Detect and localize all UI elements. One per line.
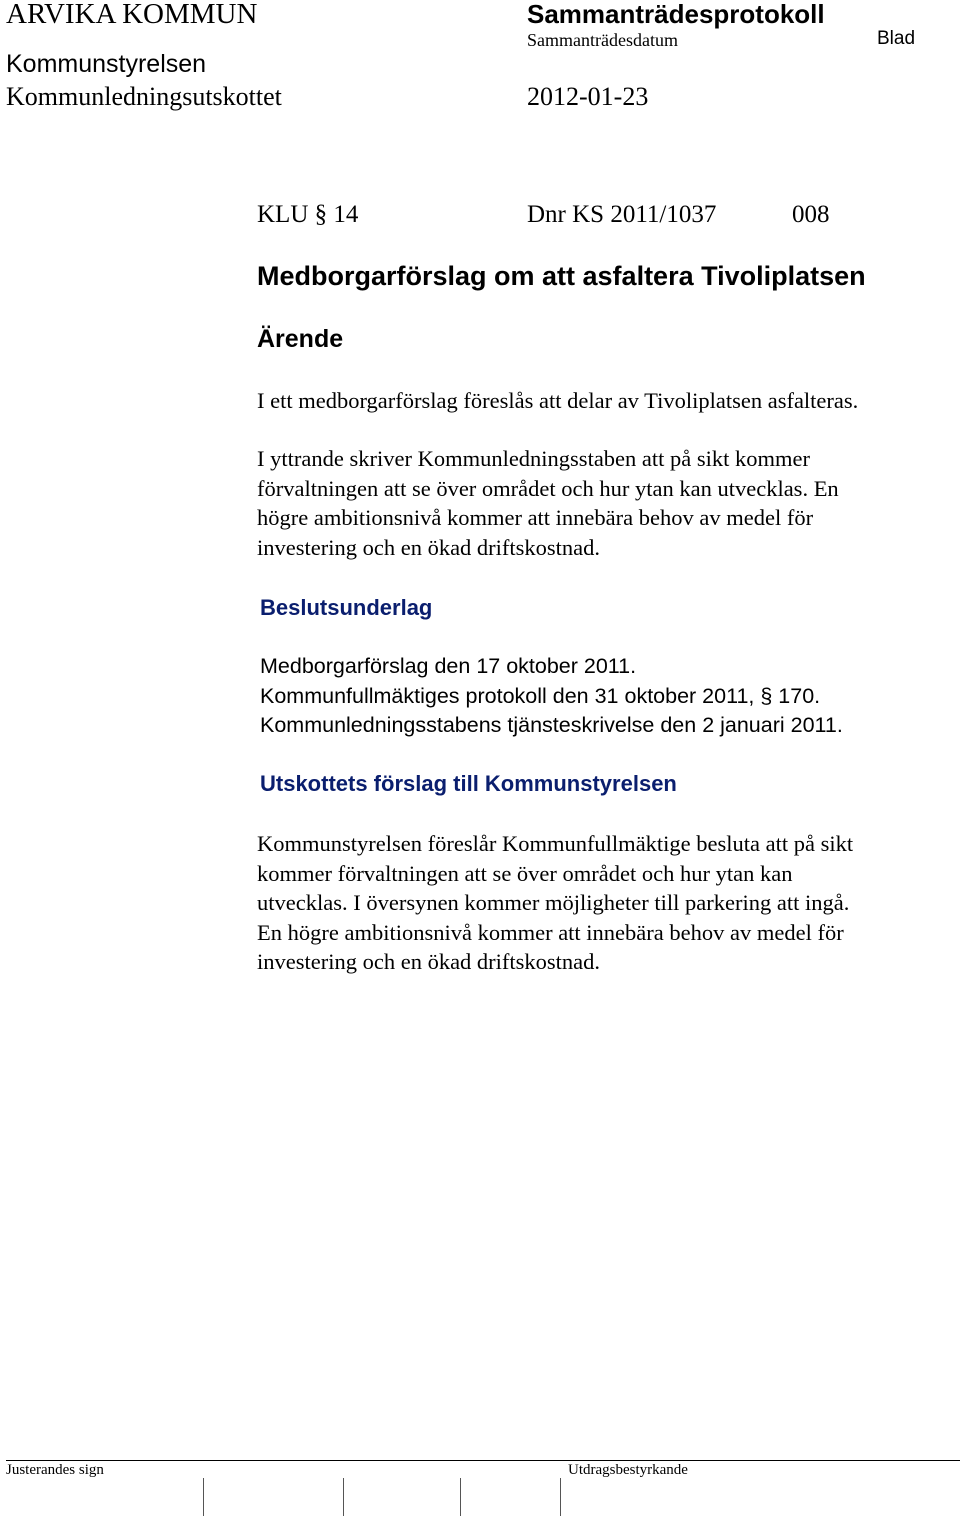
case-code: 008 <box>792 201 830 228</box>
page-label: Blad <box>877 28 916 49</box>
list-item: Medborgarförslag den 17 oktober 2011. <box>260 654 637 678</box>
case-paragraph-number: KLU § 14 <box>257 201 359 228</box>
decision-basis-list <box>260 652 843 741</box>
section-heading-committee-proposal: Utskottets förslag till Kommunstyrelsen <box>260 771 677 796</box>
signature-box-divider <box>203 1478 204 1516</box>
text-line: investering och en ökad driftskostnad. <box>257 949 601 974</box>
signature-box-divider <box>343 1478 344 1516</box>
document-type: Sammanträdesprotokoll <box>527 0 825 29</box>
meeting-date: 2012-01-23 <box>527 82 649 111</box>
list-item: Kommunledningsstabens tjänsteskrivelse den 2 januari 2011. <box>260 713 843 737</box>
committee-name: Kommunledningsutskottet <box>6 82 282 111</box>
section-heading-arende: Ärende <box>257 325 344 353</box>
arende-paragraph-2 <box>257 444 839 562</box>
footer-certification-label: Utdragsbestyrkande <box>568 1462 688 1478</box>
footer-signature-label: Justerandes sign <box>6 1462 104 1478</box>
signature-box-divider <box>460 1478 461 1516</box>
footer-divider <box>6 1460 960 1461</box>
case-diary-number: Dnr KS 2011/1037 <box>527 201 717 228</box>
board-name: Kommunstyrelsen <box>6 50 207 78</box>
section-heading-beslutsunderlag: Beslutsunderlag <box>260 595 433 620</box>
text-line: kommer förvaltningen att se över området och hur ytan kan <box>257 860 793 886</box>
text-line: Kommunstyrelsen föreslår Kommunfullmäktige besluta att på sikt <box>257 831 854 856</box>
text-line: förvaltningen att se över området och hur ytan kan utvecklas. En <box>257 475 839 501</box>
signature-box-divider <box>560 1478 561 1516</box>
meeting-date-label: Sammanträdesdatum <box>527 30 678 50</box>
text-line: utvecklas. I översynen kommer möjligheter till parkering att ingå. <box>257 890 850 915</box>
text-line: investering och en ökad driftskostnad. <box>257 534 601 560</box>
text-line: I yttrande skriver Kommunledningsstaben att på sikt kommer <box>257 446 811 471</box>
list-item: Kommunfullmäktiges protokoll den 31 oktober 2011, § 170. <box>260 683 821 708</box>
municipality-name: ARVIKA KOMMUN <box>6 0 258 30</box>
committee-proposal-paragraph <box>257 829 853 977</box>
text-line: högre ambitionsnivå kommer att innebära behov av medel för <box>257 505 814 530</box>
document-title: Medborgarförslag om att asfaltera Tivoliplatsen <box>257 261 866 291</box>
arende-paragraph-1 <box>257 386 858 416</box>
text-line: En högre ambitionsnivå kommer att innebära behov av medel för <box>257 919 844 945</box>
text-line: I ett medborgarförslag föreslås att delar av Tivoliplatsen asfalteras. <box>257 388 859 413</box>
